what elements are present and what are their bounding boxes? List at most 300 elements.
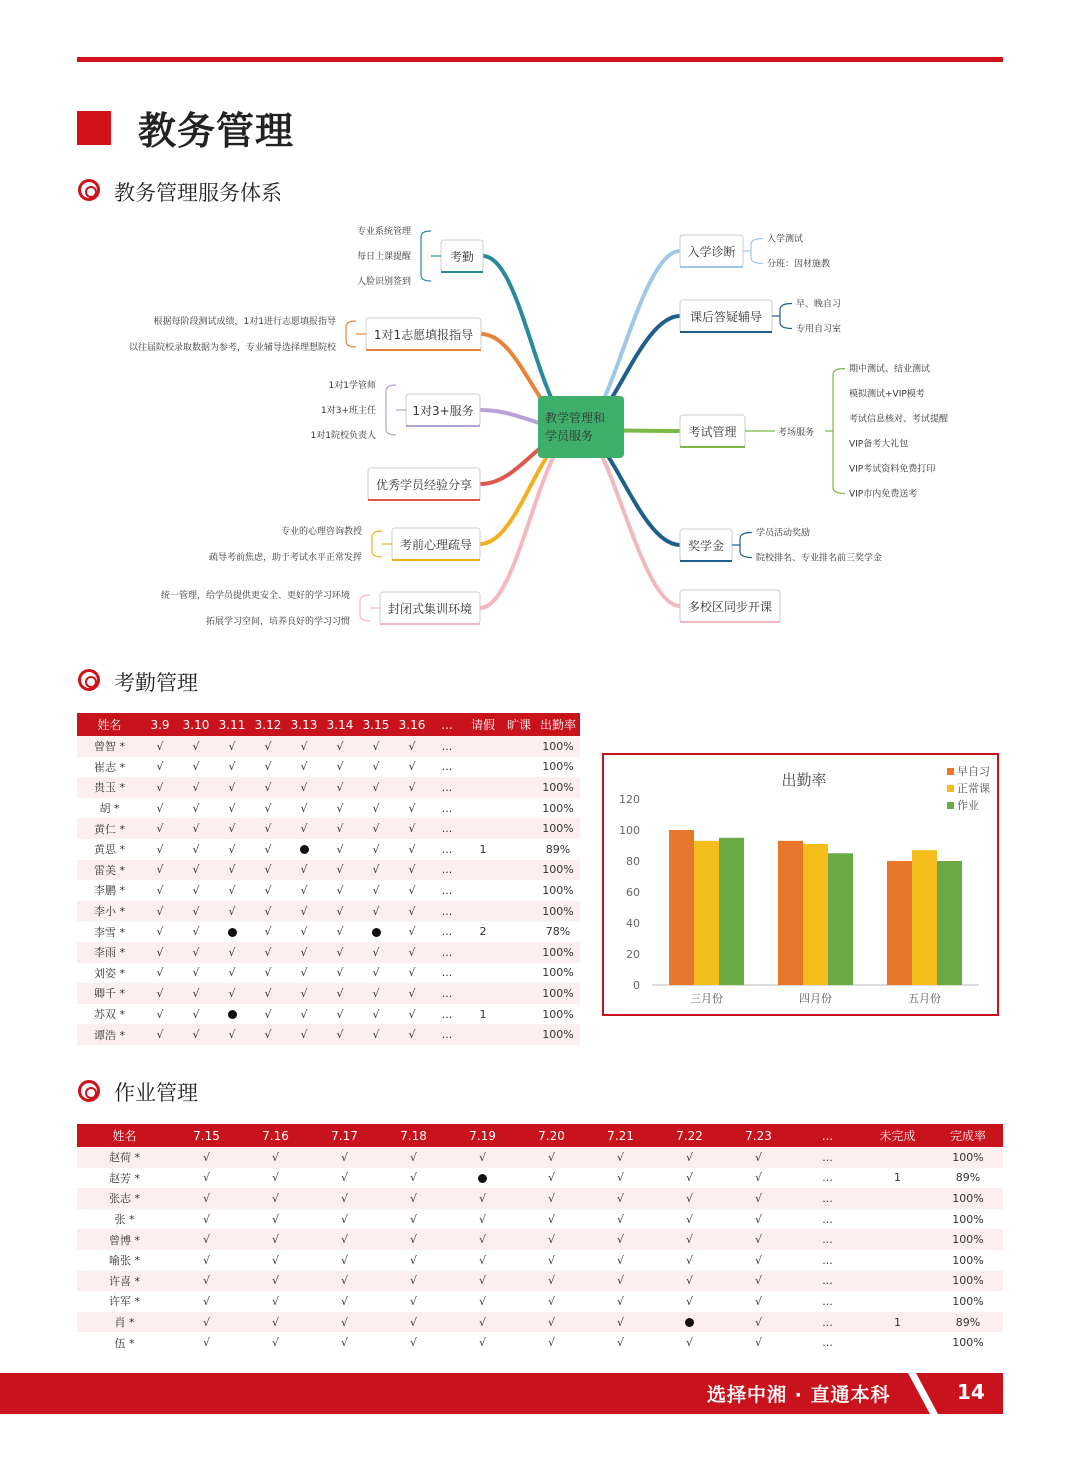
- table-cell: ...: [430, 757, 464, 778]
- table-cell: √: [142, 963, 178, 984]
- column-header: 3.13: [286, 713, 322, 736]
- table-cell: √: [250, 880, 286, 901]
- table-cell: √: [178, 880, 214, 901]
- bar-早自习: [778, 841, 803, 985]
- table-cell: √: [394, 1004, 430, 1025]
- table-cell: √: [178, 777, 214, 798]
- mindmap-bracket: [360, 595, 370, 621]
- table-cell: 2: [464, 921, 502, 942]
- x-tick-label: 三月份: [690, 992, 723, 1005]
- table-cell: 100%: [536, 736, 580, 757]
- name-cell: 黄思 *: [77, 839, 142, 860]
- section-target-icon: [78, 179, 100, 201]
- table-cell: √: [358, 777, 394, 798]
- table-cell: √: [322, 736, 358, 757]
- mindmap-leaf: 入学测试: [767, 234, 804, 245]
- table-cell: √: [178, 839, 214, 860]
- table-cell: 100%: [536, 757, 580, 778]
- legend-swatch: [947, 768, 954, 775]
- table-cell: √: [241, 1209, 310, 1230]
- table-cell: [214, 921, 250, 942]
- table-cell: √: [214, 839, 250, 860]
- table-cell: √: [142, 901, 178, 922]
- table-cell: √: [322, 942, 358, 963]
- table-cell: [862, 1291, 933, 1312]
- table-cell: √: [214, 983, 250, 1004]
- table-cell: ...: [430, 860, 464, 881]
- table-cell: √: [655, 1250, 724, 1271]
- table-cell: √: [322, 818, 358, 839]
- column-header: 7.17: [310, 1124, 379, 1147]
- column-header: 7.21: [586, 1124, 655, 1147]
- mindmap-leaf: 拓展学习空间，培养良好的学习习惯: [205, 617, 350, 627]
- table-cell: [862, 1229, 933, 1250]
- mindmap-leaf: 人脸识别签到: [356, 277, 411, 287]
- table-cell: √: [142, 818, 178, 839]
- column-header: 3.12: [250, 713, 286, 736]
- table-cell: √: [322, 1024, 358, 1045]
- table-row: [77, 942, 580, 963]
- table-row: [77, 921, 580, 942]
- name-cell: 雷美 *: [77, 860, 142, 881]
- table-cell: √: [394, 1024, 430, 1045]
- table-cell: √: [241, 1291, 310, 1312]
- mindmap-leaf: 学员活动奖励: [756, 528, 811, 539]
- absence-dot-icon: [685, 1318, 694, 1327]
- table-cell: √: [142, 757, 178, 778]
- table-cell: √: [724, 1188, 793, 1209]
- table-cell: √: [322, 983, 358, 1004]
- table-cell: √: [142, 942, 178, 963]
- table-cell: √: [241, 1188, 310, 1209]
- table-cell: √: [142, 798, 178, 819]
- table-cell: √: [178, 942, 214, 963]
- bar-作业: [937, 861, 962, 985]
- table-cell: √: [322, 777, 358, 798]
- table-cell: [502, 942, 536, 963]
- table-cell: √: [214, 818, 250, 839]
- table-cell: [502, 839, 536, 860]
- table-cell: √: [394, 777, 430, 798]
- table-row: [77, 1004, 580, 1025]
- table-cell: √: [214, 736, 250, 757]
- table-cell: 100%: [536, 983, 580, 1004]
- table-cell: 100%: [933, 1188, 1003, 1209]
- table-row: [77, 757, 580, 778]
- table-cell: √: [358, 1024, 394, 1045]
- table-row: [77, 860, 580, 881]
- table-cell: √: [655, 1291, 724, 1312]
- mindmap-bracket: [346, 321, 356, 347]
- table-cell: √: [214, 1024, 250, 1045]
- table-cell: √: [517, 1291, 586, 1312]
- table-cell: [502, 921, 536, 942]
- table-cell: √: [379, 1271, 448, 1292]
- table-cell: √: [448, 1209, 517, 1230]
- y-tick-label: 80: [626, 855, 640, 868]
- table-cell: 1: [862, 1312, 933, 1333]
- column-header: 未完成: [862, 1124, 933, 1147]
- table-cell: 100%: [536, 818, 580, 839]
- mindmap-leaf: 根据每阶段测试成绩，1对1进行志愿填报指导: [153, 317, 336, 327]
- table-cell: 100%: [536, 777, 580, 798]
- column-header: 姓名: [77, 1124, 172, 1147]
- table-cell: √: [142, 860, 178, 881]
- mindmap-leaf: 考试信息核对、考试提醒: [849, 414, 949, 425]
- mindmap-leaf: 疏导考前焦虑，助于考试水平正常发挥: [208, 553, 362, 563]
- table-cell: √: [322, 757, 358, 778]
- table-cell: [464, 880, 502, 901]
- table-cell: [464, 798, 502, 819]
- table-cell: √: [250, 757, 286, 778]
- table-cell: 100%: [536, 1024, 580, 1045]
- table-cell: [464, 963, 502, 984]
- table-cell: ...: [430, 736, 464, 757]
- table-cell: √: [448, 1271, 517, 1292]
- footer-slogan: 选择中湘 · 直通本科: [707, 1384, 891, 1406]
- title-marker: [77, 111, 111, 145]
- table-cell: √: [448, 1291, 517, 1312]
- table-cell: [358, 921, 394, 942]
- table-cell: √: [517, 1209, 586, 1230]
- table-cell: [502, 1004, 536, 1025]
- table-cell: √: [379, 1147, 448, 1168]
- name-cell: 李雨 *: [77, 942, 142, 963]
- table-cell: √: [517, 1147, 586, 1168]
- table-cell: √: [142, 880, 178, 901]
- table-cell: 100%: [933, 1229, 1003, 1250]
- table-cell: 100%: [536, 860, 580, 881]
- table-cell: √: [655, 1188, 724, 1209]
- table-cell: √: [586, 1312, 655, 1333]
- table-cell: √: [178, 901, 214, 922]
- service-mindmap: [0, 210, 1080, 650]
- table-cell: √: [586, 1188, 655, 1209]
- table-cell: √: [241, 1271, 310, 1292]
- table-cell: √: [172, 1188, 241, 1209]
- table-cell: √: [250, 983, 286, 1004]
- table-cell: √: [394, 880, 430, 901]
- name-cell: 谭浩 *: [77, 1024, 142, 1045]
- table-cell: ...: [430, 942, 464, 963]
- name-cell: 胡 *: [77, 798, 142, 819]
- y-tick-label: 100: [619, 824, 640, 837]
- table-cell: √: [655, 1332, 724, 1353]
- table-cell: √: [358, 839, 394, 860]
- table-cell: [502, 860, 536, 881]
- column-header: 请假: [464, 713, 502, 736]
- table-cell: √: [172, 1271, 241, 1292]
- table-cell: √: [178, 921, 214, 942]
- absence-dot-icon: [372, 928, 381, 937]
- mindmap-branch-label: 考试管理: [688, 425, 737, 439]
- table-cell: √: [517, 1250, 586, 1271]
- mindmap-leaf: 每日上课提醒: [356, 252, 411, 262]
- name-cell: 赵荷 *: [77, 1147, 172, 1168]
- table-cell: [464, 777, 502, 798]
- name-cell: 许军 *: [77, 1291, 172, 1312]
- mindmap-leaf: 院校排名、专业排名前三奖学金: [756, 553, 883, 564]
- table-cell: √: [517, 1271, 586, 1292]
- table-cell: √: [724, 1168, 793, 1189]
- table-cell: √: [379, 1188, 448, 1209]
- table-cell: √: [379, 1332, 448, 1353]
- table-cell: √: [178, 983, 214, 1004]
- table-cell: 89%: [933, 1312, 1003, 1333]
- name-cell: 刘姿 *: [77, 963, 142, 984]
- table-cell: √: [310, 1147, 379, 1168]
- table-cell: ...: [793, 1332, 862, 1353]
- legend-label: 作业: [957, 799, 979, 812]
- table-cell: √: [586, 1147, 655, 1168]
- mindmap-bracket: [751, 239, 763, 264]
- table-cell: √: [286, 1004, 322, 1025]
- mindmap-bracket: [833, 369, 845, 494]
- table-cell: √: [172, 1332, 241, 1353]
- mindmap-leaf: VIP市内免费送考: [849, 489, 918, 500]
- table-cell: √: [310, 1168, 379, 1189]
- table-cell: √: [214, 880, 250, 901]
- table-cell: √: [172, 1312, 241, 1333]
- name-cell: 卿千 *: [77, 983, 142, 1004]
- table-cell: 78%: [536, 921, 580, 942]
- table-cell: √: [322, 798, 358, 819]
- mindmap-branch-label: 入学诊断: [687, 245, 736, 259]
- table-cell: ...: [793, 1147, 862, 1168]
- mindmap-leaf: VIP备考大礼包: [849, 439, 909, 450]
- table-cell: [502, 880, 536, 901]
- table-cell: √: [394, 757, 430, 778]
- table-cell: [502, 963, 536, 984]
- table-cell: √: [178, 798, 214, 819]
- section-target-icon: [78, 669, 100, 691]
- table-cell: √: [322, 1004, 358, 1025]
- table-cell: √: [358, 983, 394, 1004]
- table-cell: ...: [430, 921, 464, 942]
- table-cell: √: [250, 901, 286, 922]
- table-cell: [464, 757, 502, 778]
- table-cell: √: [358, 757, 394, 778]
- y-tick-label: 120: [619, 793, 640, 806]
- table-cell: √: [172, 1209, 241, 1230]
- table-cell: √: [310, 1229, 379, 1250]
- table-cell: √: [358, 736, 394, 757]
- table-cell: [502, 777, 536, 798]
- mindmap-branch-label: 封闭式集训环境: [387, 602, 473, 616]
- column-header: 7.18: [379, 1124, 448, 1147]
- table-cell: ...: [430, 777, 464, 798]
- table-cell: √: [250, 839, 286, 860]
- table-cell: [464, 942, 502, 963]
- table-cell: √: [358, 860, 394, 881]
- name-cell: 曾博 *: [77, 1229, 172, 1250]
- table-cell: ...: [793, 1250, 862, 1271]
- mindmap-leaf: 统一管理，给学员提供更安全、更好的学习环境: [160, 591, 350, 601]
- table-cell: √: [286, 880, 322, 901]
- table-cell: √: [250, 777, 286, 798]
- table-cell: √: [724, 1250, 793, 1271]
- table-cell: [502, 736, 536, 757]
- bar-正常课: [912, 850, 937, 985]
- table-cell: √: [394, 983, 430, 1004]
- bar-早自习: [669, 830, 694, 985]
- table-cell: 100%: [933, 1332, 1003, 1353]
- footer-divider: [908, 1373, 938, 1414]
- table-cell: ...: [430, 818, 464, 839]
- table-cell: √: [172, 1147, 241, 1168]
- table-cell: √: [286, 736, 322, 757]
- table-cell: √: [250, 798, 286, 819]
- table-cell: √: [241, 1229, 310, 1250]
- column-header: ...: [430, 713, 464, 736]
- table-cell: √: [448, 1229, 517, 1250]
- table-header-row: [77, 1124, 1003, 1147]
- table-cell: √: [394, 839, 430, 860]
- mindmap-branch-label: 考勤: [449, 250, 475, 264]
- table-cell: √: [358, 818, 394, 839]
- table-cell: √: [586, 1291, 655, 1312]
- table-cell: ...: [793, 1188, 862, 1209]
- table-cell: √: [250, 1004, 286, 1025]
- table-cell: √: [214, 963, 250, 984]
- mindmap-leaf: 1对1学管师: [328, 381, 376, 391]
- table-cell: 100%: [536, 798, 580, 819]
- table-cell: 1: [464, 1004, 502, 1025]
- table-cell: √: [286, 798, 322, 819]
- table-cell: [464, 818, 502, 839]
- mindmap-leaf: 专业的心理咨询教授: [280, 527, 362, 537]
- name-cell: 李雪 *: [77, 921, 142, 942]
- absence-dot-icon: [228, 1010, 237, 1019]
- table-row: [77, 1147, 1003, 1168]
- table-cell: √: [241, 1312, 310, 1333]
- mindmap-leaf: 1对1院校负责人: [310, 431, 376, 441]
- table-cell: √: [655, 1229, 724, 1250]
- table-cell: √: [310, 1312, 379, 1333]
- table-cell: √: [724, 1271, 793, 1292]
- table-cell: [862, 1209, 933, 1230]
- mindmap-bracket: [386, 385, 396, 435]
- table-cell: ...: [430, 1024, 464, 1045]
- table-cell: √: [178, 818, 214, 839]
- section-title-homework: 作业管理: [114, 1081, 198, 1105]
- table-cell: √: [379, 1229, 448, 1250]
- table-cell: √: [214, 757, 250, 778]
- table-cell: √: [286, 921, 322, 942]
- mindmap-branch-label: 课后答疑辅导: [689, 310, 763, 324]
- mindmap-center-label: 学员服务: [545, 429, 594, 443]
- table-cell: √: [322, 901, 358, 922]
- table-cell: ...: [430, 880, 464, 901]
- table-cell: ...: [430, 901, 464, 922]
- table-cell: √: [286, 983, 322, 1004]
- table-cell: √: [586, 1209, 655, 1230]
- name-cell: 曾智 *: [77, 736, 142, 757]
- chart-canvas: [604, 755, 997, 1014]
- table-cell: √: [517, 1168, 586, 1189]
- mindmap-branch-label: 1对3+服务: [412, 404, 474, 418]
- section-title-attendance: 考勤管理: [114, 671, 198, 695]
- table-cell: √: [322, 921, 358, 942]
- table-cell: ...: [430, 839, 464, 860]
- name-cell: 黄仁 *: [77, 818, 142, 839]
- table-cell: 100%: [536, 901, 580, 922]
- table-cell: √: [286, 818, 322, 839]
- table-cell: [464, 901, 502, 922]
- table-cell: √: [517, 1229, 586, 1250]
- table-row: [77, 839, 580, 860]
- homework-table: [77, 1124, 1003, 1353]
- column-header: 7.15: [172, 1124, 241, 1147]
- table-cell: [862, 1147, 933, 1168]
- table-cell: 100%: [536, 1004, 580, 1025]
- legend-swatch: [947, 802, 954, 809]
- table-cell: √: [358, 901, 394, 922]
- table-cell: ...: [793, 1168, 862, 1189]
- table-cell: ...: [793, 1209, 862, 1230]
- table-cell: √: [394, 963, 430, 984]
- table-row: [77, 880, 580, 901]
- column-header: 7.19: [448, 1124, 517, 1147]
- table-cell: √: [358, 963, 394, 984]
- mindmap-bracket: [372, 531, 382, 557]
- table-cell: √: [286, 901, 322, 922]
- section-title-service-system: 教务管理服务体系: [114, 181, 282, 205]
- table-cell: √: [322, 860, 358, 881]
- table-cell: √: [310, 1332, 379, 1353]
- name-cell: 贵玉 *: [77, 777, 142, 798]
- name-cell: 喻张 *: [77, 1250, 172, 1271]
- table-cell: [862, 1250, 933, 1271]
- table-cell: √: [358, 798, 394, 819]
- table-cell: √: [586, 1271, 655, 1292]
- legend-swatch: [947, 785, 954, 792]
- table-cell: √: [241, 1147, 310, 1168]
- bar-作业: [828, 853, 853, 985]
- table-cell: √: [172, 1229, 241, 1250]
- table-cell: √: [394, 736, 430, 757]
- column-header: 3.9: [142, 713, 178, 736]
- name-cell: 张 *: [77, 1209, 172, 1230]
- table-cell: √: [286, 1024, 322, 1045]
- table-cell: √: [142, 777, 178, 798]
- name-cell: 李小 *: [77, 901, 142, 922]
- mindmap-leaf: 模拟测试+VIP模考: [849, 389, 925, 400]
- table-cell: √: [517, 1332, 586, 1353]
- table-row: [77, 1168, 1003, 1189]
- table-cell: 89%: [536, 839, 580, 860]
- table-cell: √: [724, 1312, 793, 1333]
- table-cell: ...: [793, 1291, 862, 1312]
- name-cell: 许喜 *: [77, 1271, 172, 1292]
- table-cell: √: [142, 1004, 178, 1025]
- table-cell: [214, 1004, 250, 1025]
- table-cell: √: [586, 1250, 655, 1271]
- legend-label: 早自习: [957, 765, 990, 778]
- table-cell: √: [286, 942, 322, 963]
- table-row: [77, 777, 580, 798]
- table-cell: √: [214, 942, 250, 963]
- column-header: 完成率: [933, 1124, 1003, 1147]
- table-cell: √: [586, 1332, 655, 1353]
- table-cell: [502, 1024, 536, 1045]
- table-cell: √: [286, 777, 322, 798]
- table-cell: √: [724, 1332, 793, 1353]
- table-cell: [464, 736, 502, 757]
- table-cell: √: [172, 1291, 241, 1312]
- table-row: [77, 1312, 1003, 1333]
- attendance-chart: [602, 753, 999, 1016]
